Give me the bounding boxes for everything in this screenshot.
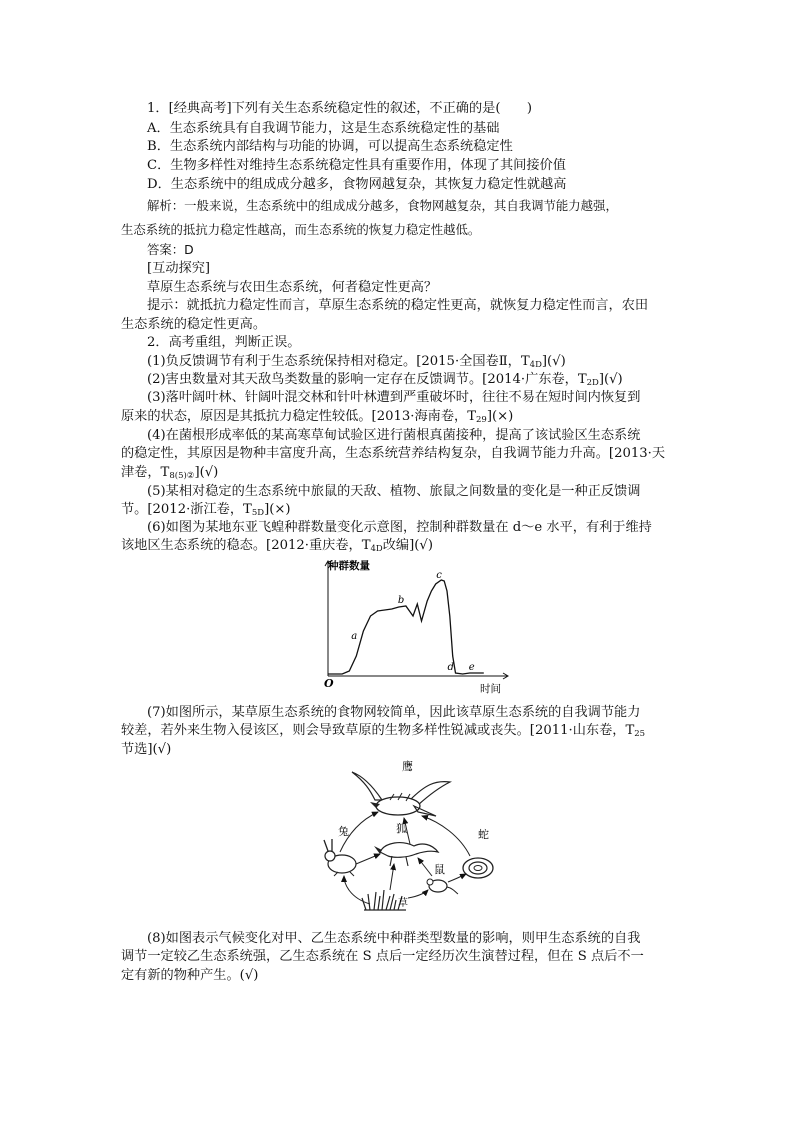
chart-y-axis <box>325 561 331 676</box>
chart-x-axis-label: 时间 <box>480 683 501 695</box>
chart-series-line-0 <box>328 580 484 674</box>
q2-statement-5a: (5)某相对稳定的生态系统中旅鼠的天敌、植物、旅鼠之间数量的变化是一种正反馈调 <box>147 484 641 499</box>
fox-icon <box>374 843 438 866</box>
q2-statement-5b: 节。[2012·浙江卷，$T_{5D}](\times)$ <box>121 502 291 518</box>
q2-statement-2: (2)害虫数量对其天敌鸟类数量的影响一定存在反馈调节。[2014·广东卷，$T_{2D}](√)$ <box>147 372 623 388</box>
q2-statement-7a: (7)如图所示，某草原生态系统的食物网较简单，因此该草原生态系统的自我调节能力 <box>147 705 641 720</box>
population-chart <box>300 555 520 697</box>
hawk-icon <box>352 772 450 816</box>
food-web-diagram <box>310 760 520 920</box>
mouse-icon <box>427 879 458 894</box>
grass-label: 草 <box>398 898 408 909</box>
rabbit-icon <box>324 839 356 876</box>
chart-point-label-e: e <box>468 662 475 673</box>
q2-statement-3a: (3)落叶阔叶林、针阔叶混交林和针叶林遭到严重破坏时，往往不易在短时间内恢复到 <box>147 390 641 405</box>
chart-series <box>328 580 484 674</box>
rabbit-label: 兔 <box>338 825 349 838</box>
fox-label: 狐 <box>396 822 407 835</box>
q1-answer: 答案：D <box>147 242 194 257</box>
q1-analysis-line1: 解析：一般来说，生态系统中的组成成分越多，食物网越复杂，其自我调节能力越强， <box>147 198 618 213</box>
explore-question: 草原生态系统与农田生态系统，何者稳定性更高？ <box>147 280 438 295</box>
q1-option-b: B．生态系统内部结构与功能的协调，可以提高生态系统稳定性 <box>147 139 513 154</box>
q2-statement-3b: 原来的状态，原因是其抵抗力稳定性较低。[2013·海南卷，$T_{29}](\times)$ <box>121 409 514 425</box>
q1-option-d: D．生态系统中的组成成分越多，食物网越复杂，其恢复力稳定性就越高 <box>147 177 567 192</box>
chart-origin-label: O <box>324 677 334 690</box>
q2-title: 2．高考重组，判断正误。 <box>147 335 301 350</box>
q2-statement-7c: 节选](√) <box>121 742 172 757</box>
snake-label: 蛇 <box>478 828 489 841</box>
q2-statement-1: (1)负反馈调节有利于生态系统保持相对稳定。[2015·全国卷Ⅱ，$T_{4D}](√)$ <box>147 354 566 370</box>
q2-statement-8a: (8)如图表示气候变化对甲、乙生态系统中种群类型数量的影响，则甲生态系统的自我 <box>147 931 641 946</box>
explore-hint-line1: 提示：就抵抗力稳定性而言，草原生态系统的稳定性更高，就恢复力稳定性而言，农田 <box>147 298 649 313</box>
mouse-label: 鼠 <box>434 863 445 876</box>
chart-axes <box>325 561 508 679</box>
q1-analysis-line2: 生态系统的抵抗力稳定性越高，而生态系统的恢复力稳定性越低。 <box>121 222 481 237</box>
explore-hint-line2: 生态系统的稳定性更高。 <box>121 317 267 332</box>
chart-x-axis <box>328 673 508 679</box>
snake-icon <box>463 858 493 878</box>
q2-statement-8b: 调节一定较乙生态系统强，乙生态系统在 S 点后一定经历次生演替过程，但在 S 点后不一 <box>121 949 644 964</box>
q2-statement-6b: 该地区生态系统的稳态。[2012·重庆卷，$T_{4D}$改编](√) <box>121 538 433 554</box>
chart-point-label-c: c <box>436 570 442 581</box>
chart-point-labels <box>351 570 475 673</box>
q2-statement-4b: 的稳定性，其原因是物种丰富度升高，生态系统营养结构复杂，自我调节能力升高。[2013·天 <box>121 446 666 461</box>
q1-option-c: C．生物多样性对维持生态系统稳定性具有重要作用，体现了其间接价值 <box>147 158 566 173</box>
q2-statement-6a: (6)如图为某地东亚飞蝗种群数量变化示意图，控制种群数量在 d～e 水平，有利于维持 <box>147 520 652 535</box>
q2-statement-4c: 津卷，$T_{8(5)②}](√)$ <box>121 465 219 481</box>
hawk-label: 鹰 <box>402 760 413 773</box>
explore-title: [互动探究] <box>147 261 211 276</box>
q1-stem: 1．[经典高考]下列有关生态系统稳定性的叙述，不正确的是( ) <box>147 101 533 116</box>
q1-option-a: A．生态系统具有自我调节能力，这是生态系统稳定性的基础 <box>147 121 500 136</box>
q2-statement-8c: 定有新的物种产生。(√) <box>121 968 259 983</box>
q2-statement-7b: 较差，若外来生物入侵该区，则会导致草原的生物多样性锐减或丧失。[2011·山东卷，$T_{25}$ <box>121 723 646 739</box>
chart-y-axis-label: 种群数量 <box>328 560 370 572</box>
chart-point-label-d: d <box>447 662 454 673</box>
chart-point-label-a: a <box>351 631 358 642</box>
q2-statement-4a: (4)在菌根形成率低的某高寒草甸试验区进行菌根真菌接种，提高了该试验区生态系统 <box>147 428 641 443</box>
chart-point-label-b: b <box>397 595 405 606</box>
